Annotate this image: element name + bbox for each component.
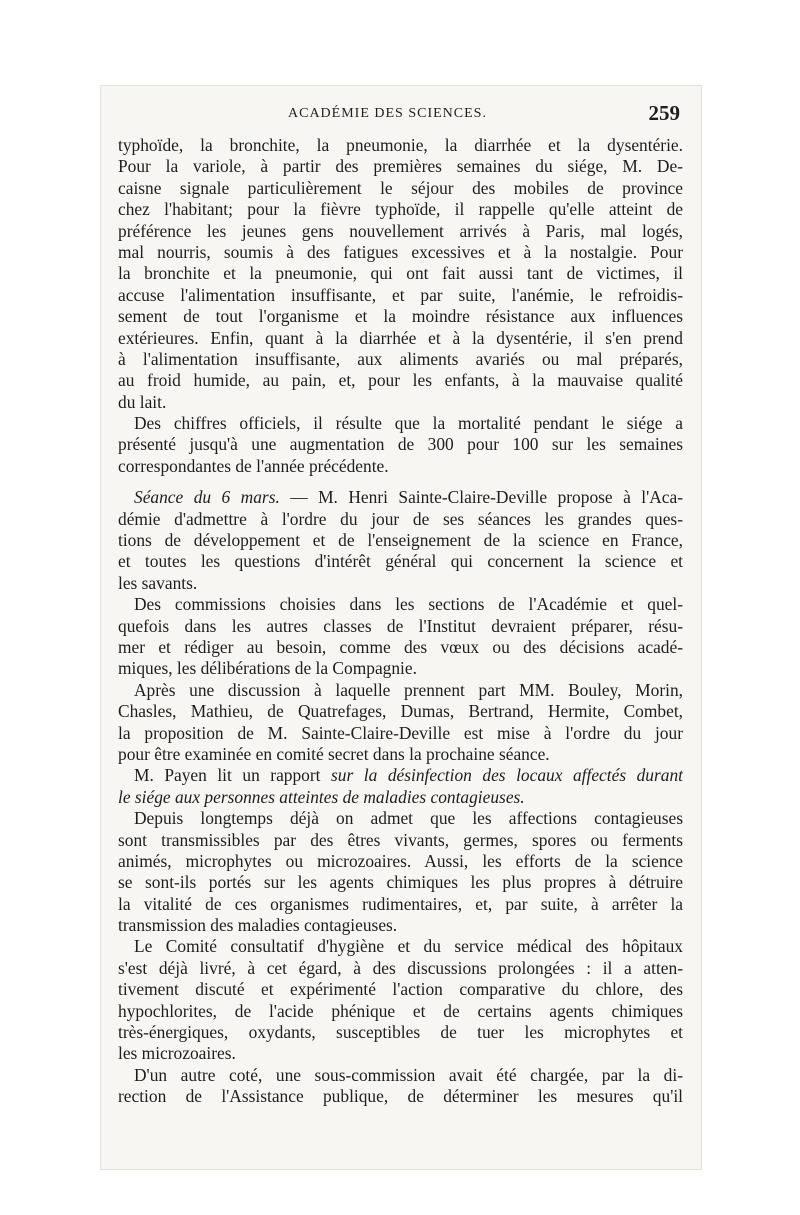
text-line: les microzoaires.	[118, 1043, 236, 1064]
text-line: rection de l'Assistance publique, de déterminer les mesures qu'il	[118, 1086, 683, 1107]
text-line: à l'alimentation insuffisante, aux aliments avariés ou mal préparés,	[118, 348, 683, 369]
paragraph-commissions	[118, 594, 683, 680]
text-line: animés, microphytes ou microzoaires. Aussi, les efforts de la science	[118, 850, 683, 871]
text-line: sont transmissibles par des êtres vivants, germes, spores ou ferments	[118, 829, 683, 850]
text-line: s'est déjà livré, à cet égard, à des discussions prolongées : il a atten-	[118, 957, 683, 978]
report-title-continued: le siége aux personnes atteintes de maladies contagieuses.	[118, 786, 525, 807]
text-line: mal nourris, soumis à des fatigues excessives et à la nostalgie. Pour	[118, 241, 683, 262]
text-line: sement de tout l'organisme et la moindre résistance aux influences	[118, 306, 683, 327]
text-line: démie d'admettre à l'ordre du jour de ses séances les grandes ques-	[118, 508, 683, 529]
text-line: chez l'habitant; pour la fièvre typhoïde, il rappelle qu'elle atteint de	[118, 199, 683, 220]
text-line: au froid humide, au pain, et, pour les enfants, à la mauvaise qualité	[118, 370, 683, 391]
text-line: Des chiffres officiels, il résulte que la mortalité pendant le siége a	[134, 413, 683, 434]
text-line: la vitalité de ces organismes rudimentaires, et, par suite, à arrêter la	[118, 893, 683, 914]
text-line: transmission des maladies contagieuses.	[118, 915, 398, 936]
paragraph-payen-report	[118, 765, 683, 808]
text-line: mer et rédiger au besoin, comme des vœux ou des décisions acadé-	[118, 636, 683, 657]
paragraph-seance-6-mars	[118, 487, 683, 594]
text-line: la bronchite et la pneumonie, qui ont fait aussi tant de victimes, il	[118, 263, 683, 284]
text-line	[118, 787, 683, 808]
text-line: caisne signale particulièrement le séjour des mobiles de province	[118, 177, 683, 198]
text-line: Après une discussion à laquelle prennent part MM. Bouley, Morin,	[134, 679, 683, 700]
text-line: typhoïde, la bronchite, la pneumonie, la diarrhée et la dysentérie.	[118, 135, 683, 155]
text-line: et toutes les questions d'intérêt général qui concernent la science et	[118, 551, 683, 572]
page-header	[118, 103, 680, 129]
text-line: hypochlorites, de l'acide phénique et de certains agents chimiques	[118, 1000, 683, 1021]
text-line: la proposition de M. Sainte-Claire-Deville est mise à l'ordre du jour	[118, 722, 683, 743]
text-line	[118, 487, 683, 508]
text-line-start: M. Payen lit un rapport	[134, 765, 332, 786]
report-title: sur la désinfection des locaux affectés durant	[331, 765, 683, 786]
text-line: Des commissions choisies dans les sections de l'Académie et quel-	[134, 594, 683, 615]
text-line: Depuis longtemps déjà on admet que les affections contagieuses	[134, 808, 683, 829]
text-line: tions de développement et de l'enseignement de la science en France,	[118, 530, 683, 551]
text-line: du lait.	[118, 391, 167, 412]
text-line: accuse l'alimentation insuffisante, et par suite, l'anémie, le refroidis-	[118, 284, 683, 305]
text-line: les savants.	[118, 572, 198, 593]
text-line: tivement discuté et expérimenté l'action comparative du chlore, des	[118, 979, 683, 1000]
running-head: ACADÉMIE DES SCIENCES.	[288, 106, 487, 121]
paragraph-mortality-causes	[118, 135, 683, 413]
text-line-rest: — M. Henri Sainte-Claire-Deville propose à l'Aca-	[279, 487, 683, 508]
section-gap	[118, 477, 683, 487]
page-number: 259	[648, 101, 680, 125]
page-body	[118, 135, 683, 1108]
paragraph-contagious-affections	[118, 808, 683, 936]
text-line: correspondantes de l'année précédente.	[118, 455, 389, 476]
text-line: préférence les jeunes gens nouvellement arrivés à Paris, mal logés,	[118, 220, 683, 241]
text-line: extérieures. Enfin, quant à la diarrhée et à la dysentérie, il s'en prend	[118, 327, 683, 348]
text-line	[118, 765, 683, 786]
text-line: quefois dans les autres classes de l'Institut devraient préparer, résu-	[118, 615, 683, 636]
paragraph-hygiene-committee	[118, 936, 683, 1064]
paragraph-sub-commission	[118, 1065, 683, 1108]
text-line: Le Comité consultatif d'hygiène et du service médical des hôpitaux	[134, 936, 683, 957]
paragraph-discussion	[118, 680, 683, 766]
paragraph-official-figures	[118, 413, 683, 477]
text-line: pour être examinée en comité secret dans la prochaine séance.	[118, 743, 550, 764]
seance-date: Séance du 6 mars.	[134, 487, 280, 508]
text-line: miques, les délibérations de la Compagnie.	[118, 658, 417, 679]
text-line: D'un autre coté, une sous-commission avait été chargée, par la di-	[134, 1064, 683, 1085]
text-line: Chasles, Mathieu, de Quatrefages, Dumas, Bertrand, Hermite, Combet,	[118, 701, 683, 722]
text-line: Pour la variole, à partir des premières semaines du siége, M. De-	[118, 156, 683, 177]
text-line: présenté jusqu'à une augmentation de 300 pour 100 sur les semaines	[118, 434, 683, 455]
text-line: très-énergiques, oxydants, susceptibles de tuer les microphytes et	[118, 1022, 683, 1043]
text-line: se sont-ils portés sur les agents chimiques les plus propres à détruire	[118, 872, 683, 893]
